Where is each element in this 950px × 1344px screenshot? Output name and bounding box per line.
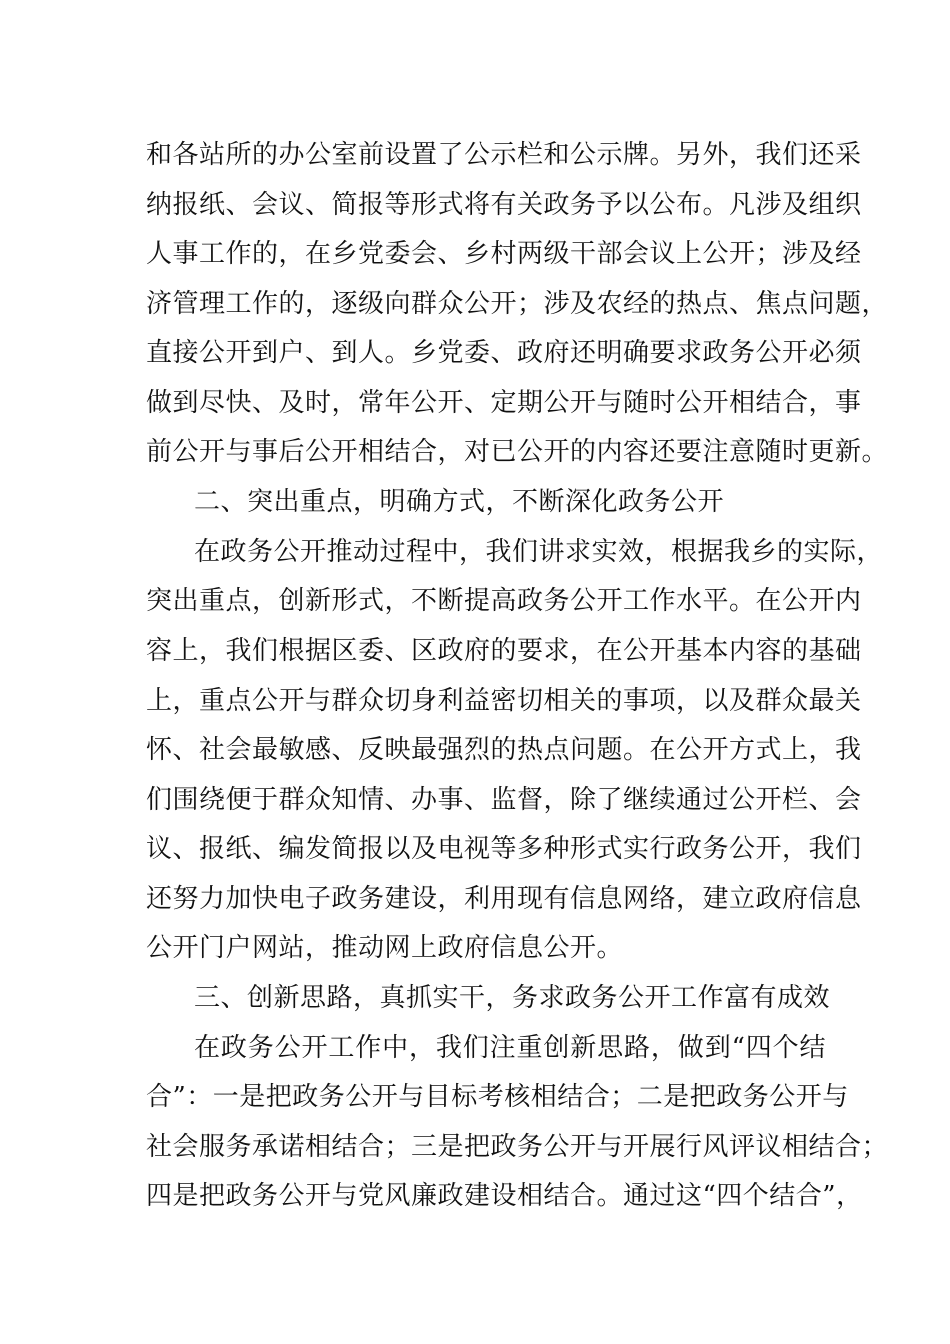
section-heading-3: 三、创新思路，真抓实干，务求政务公开工作富有成效 (194, 983, 831, 1013)
section-heading-2: 二、突出重点，明确方式，不断深化政务公开 (194, 487, 725, 517)
text-line: 济管理工作的，逐级向群众公开；涉及农经的热点、焦点问题， (146, 289, 889, 319)
text-line: 社会服务承诺相结合；三是把政务公开与开展行风评议相结合； (146, 1132, 889, 1162)
text-line: 突出重点，创新形式，不断提高政务公开工作水平。在公开内 (146, 586, 862, 616)
text-line: 议、报纸、编发简报以及电视等多种形式实行政务公开，我们 (146, 834, 862, 864)
text-line: 怀、社会最敏感、反映最强烈的热点问题。在公开方式上，我 (146, 735, 862, 765)
text-line: 在政务公开工作中，我们注重创新思路，做到“四个结 (194, 1033, 826, 1063)
text-line: 们围绕便于群众知情、办事、监督，除了继续通过公开栏、会 (146, 785, 862, 815)
text-line: 纳报纸、会议、简报等形式将有关政务予以公布。凡涉及组织 (146, 190, 862, 220)
text-line: 做到尽快、及时，常年公开、定期公开与随时公开相结合，事 (146, 388, 862, 418)
text-line: 和各站所的办公室前设置了公示栏和公示牌。另外，我们还采 (146, 140, 862, 170)
text-line: 直接公开到户、到人。乡党委、政府还明确要求政务公开必须 (146, 338, 862, 368)
text-line: 公开门户网站，推动网上政府信息公开。 (146, 933, 624, 963)
text-line: 上，重点公开与群众切身利益密切相关的事项，以及群众最关 (146, 686, 862, 716)
text-line: 前公开与事后公开相结合，对已公开的内容还要注意随时更新。 (146, 437, 889, 467)
text-line: 合”：一是把政务公开与目标考核相结合；二是把政务公开与 (146, 1082, 849, 1112)
text-line: 四是把政务公开与党风廉政建设相结合。通过这“四个结合”， (146, 1181, 863, 1211)
text-line: 容上，我们根据区委、区政府的要求，在公开基本内容的基础 (146, 636, 862, 666)
text-line: 在政务公开推动过程中，我们讲求实效，根据我乡的实际， (194, 537, 884, 567)
text-line: 还努力加快电子政务建设，利用现有信息网络，建立政府信息 (146, 884, 862, 914)
text-line: 人事工作的，在乡党委会、乡村两级干部会议上公开；涉及经 (146, 239, 862, 269)
